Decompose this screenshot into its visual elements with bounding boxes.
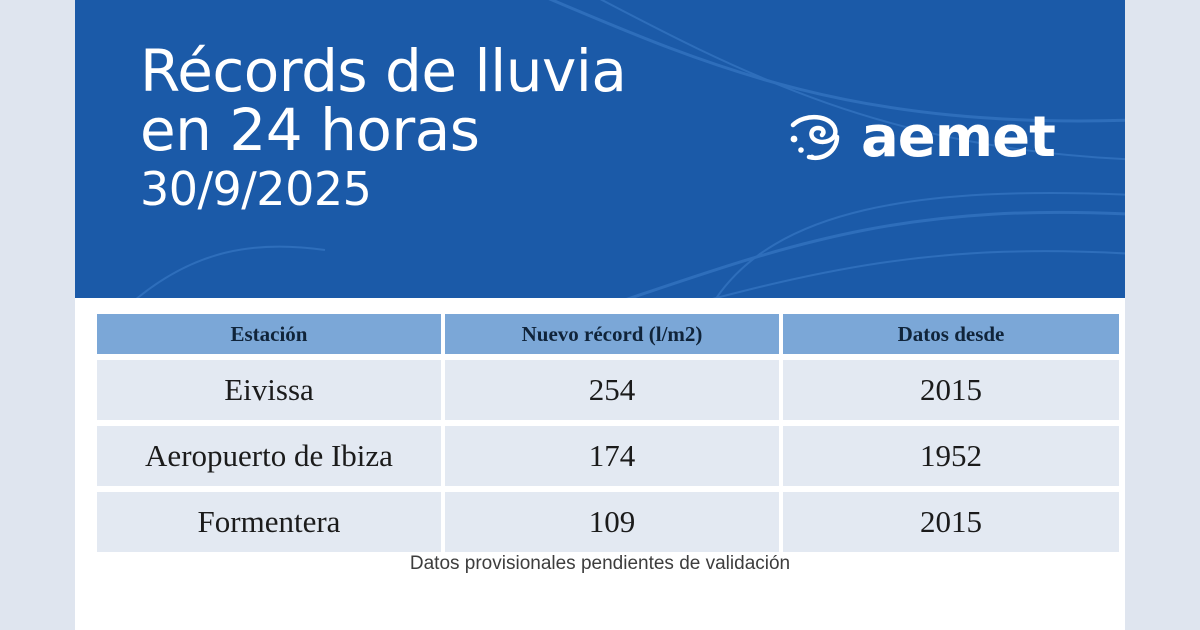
aemet-wordmark: aemet [861, 105, 1055, 170]
cell-since: 1952 [783, 426, 1119, 486]
table-row [97, 360, 1119, 420]
title-line-1: Récords de lluvia [140, 37, 627, 105]
title-line-2: en 24 horas [140, 96, 480, 165]
cell-station: Aeropuerto de Ibiza [97, 426, 441, 486]
records-table [93, 308, 1123, 558]
table-row [97, 426, 1119, 486]
column-header-since: Datos desde [783, 314, 1119, 354]
cell-record: 109 [445, 492, 779, 552]
cell-record: 174 [445, 426, 779, 486]
cell-station: Eivissa [97, 360, 441, 420]
header-banner [75, 0, 1125, 298]
aemet-logo [785, 98, 1125, 178]
cell-since: 2015 [783, 360, 1119, 420]
column-header-record: Nuevo récord (l/m2) [445, 314, 779, 354]
title-date: 30/9/2025 [140, 162, 372, 217]
footnote-text: Datos provisionales pendientes de validación [409, 553, 791, 574]
records-table-wrap [75, 298, 1125, 558]
column-header-station: Estación [97, 314, 441, 354]
table-row [97, 492, 1119, 552]
table-header-row [97, 314, 1119, 354]
cell-record: 254 [445, 360, 779, 420]
cell-station: Formentera [97, 492, 441, 552]
aemet-swirl-icon [785, 107, 847, 169]
cell-since: 2015 [783, 492, 1119, 552]
info-card [75, 0, 1125, 630]
page-title [140, 37, 627, 217]
